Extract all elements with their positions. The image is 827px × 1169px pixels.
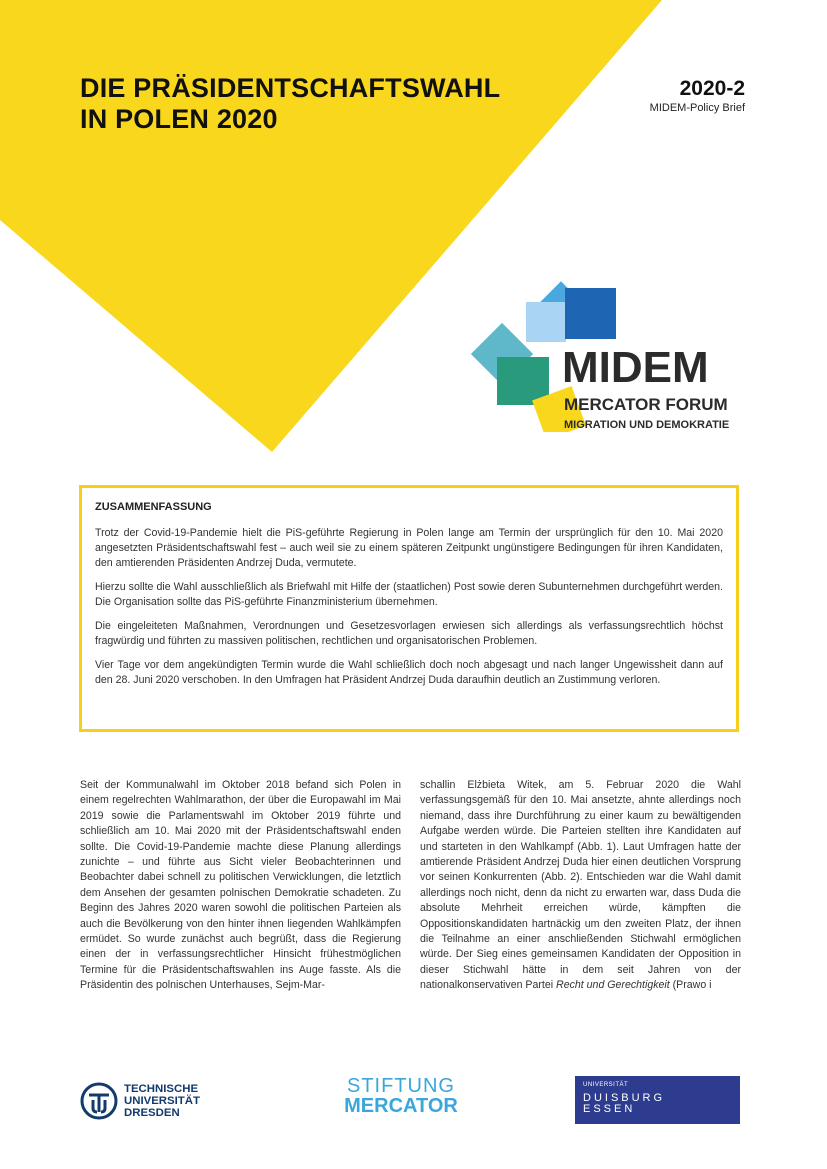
stiftung-mercator-logo — [326, 1076, 476, 1126]
tud-line-2: UNIVERSITÄT — [124, 1095, 200, 1107]
ude-line-1: DUISBURG — [583, 1092, 666, 1104]
title-line-2: IN POLEN 2020 — [80, 104, 278, 134]
midem-logo-mark — [470, 262, 760, 432]
summary-paragraph: Die eingeleiteten Maßnahmen, Verordnungen und Gesetzesvorlagen erwiesen sich allerdings als verfassungsrechtlich höchst fragwürdig und führten zu massiven politischen, rechtlichen und organisatorischen Problemen. — [95, 620, 723, 647]
logo-line-2: MIGRATION UND DEMOKRATIE — [564, 419, 730, 431]
body-text-left: Seit der Kommunalwahl im Oktober 2018 befand sich Polen in einem regelrechten Wahlmarathon, der über die Europawahl im Mai 2019 sowie die Parlamentswahl im Oktober 2019 führte und schließlich am 10. Mai 2020 mit der Präsidentschaftswahl enden sollte. Die Covid-19-Pandemie machte diese Planung allerdings zunichte – und führte aus Sicht vieler Beobachterinnen und Beobachter dabei schnell zu politischen Verwicklungen, die letztlich dem Ansehen der gesamten polnischen Demokratie schadeten. Zu Beginn des Jahres 2020 waren sowohl die politischen Parteien als auch die Bevölkerung von den hinter ihnen liegenden Wahlkämpfen ermüdet. So wurde zunächst auch begrüßt, dass die Regierung einen der in verfassungsrechtlicher Hinsicht frühestmöglichen Termine für die Präsidentschaftswahlen ins Auge fasste. Als die Präsidentin des polnischen Unterhauses, Sejm-Mar- — [80, 779, 401, 992]
summary-paragraph: Hierzu sollte die Wahl ausschließlich als Briefwahl mit Hilfe der (staatlichen) Post sowie deren Subunternehmen durchgeführt werden. Die Organisation sollte das PiS-geführte Finanzministerium übernehmen. — [95, 581, 723, 608]
midem-logo-text: MIDEM — [562, 343, 709, 392]
stiftung-line-2: MERCATOR — [344, 1095, 458, 1117]
summary-paragraph: Trotz der Covid-19-Pandemie hielt die PiS-geführte Regierung in Polen lange am Termin der ursprünglich für den 10. Mai 2020 angesetzten Präsidentschaftswahl fest – auch weil sie zu einem späteren Zeitpunkt ungünstigere Bedingungen für ihren Kandidaten, den amtierenden Präsidenten Andrzej Duda, vermutete. — [95, 527, 723, 569]
stiftung-line-1: STIFTUNG — [347, 1075, 455, 1097]
ude-small-label: UNIVERSITÄT — [583, 1082, 629, 1088]
issue-info — [650, 78, 745, 114]
body-text-right-tail: (Prawo i — [672, 979, 712, 992]
tud-line-3: DRESDEN — [124, 1107, 180, 1119]
body-text-right: schallin Elżbieta Witek, am 5. Februar 2020 die Wahl verfassungsgemäß für den 10. Mai ansetzte, ahnte allerdings noch niemand, dass ihre Durchführung zu einer kaum zu bewältigenden Aufgabe werden würde. Die Parteien stellten ihre Kandidaten auf und starteten in den Wahlkampf (Abb. 1). Laut Umfragen hatte der amtierende Präsident Andrzej Duda hier einen deutlichen Vorsprung vor seinen Konkurrenten (Abb. 2). Entschieden war die Wahl damit allerdings noch nicht, denn da nicht zu erwarten war, dass Duda die absolute Mehrheit erreichen würde, kämpften die Oppositionskandidaten hartnäckig um den zweiten Platz, der ihnen die Teilnahme an einer anschließenden Stichwahl ermöglichen würde. Der Sieg eines gemeinsamen Kandidaten der Opposition in dieser Stichwahl hätte in dem seit Jahren von der nationalkonservativen Partei — [420, 779, 741, 992]
ude-line-2: ESSEN — [583, 1103, 636, 1115]
logo-line-1: MERCATOR FORUM — [564, 395, 728, 414]
issue-number: 2020-2 — [679, 77, 745, 100]
midem-logo — [470, 262, 760, 432]
tu-dresden-logo — [80, 1076, 250, 1126]
body-column-right — [420, 778, 741, 994]
summary-paragraph: Vier Tage vor dem angekündigten Termin wurde die Wahl schließlich doch noch abgesagt und nach langer Ungewissheit dann auf den 28. Juni 2020 verschoben. In den Umfragen hat Präsident Andrzej Duda daraufhin deutlich an Zustimmung verloren. — [95, 659, 723, 686]
series-name: MIDEM-Policy Brief — [649, 102, 745, 114]
summary-heading: ZUSAMMENFASSUNG — [95, 501, 212, 513]
summary-box — [79, 485, 739, 732]
party-name: Recht und Gerechtigkeit — [556, 979, 670, 992]
uni-duisburg-essen-logo — [575, 1076, 740, 1124]
title-line-1: DIE PRÄSIDENTSCHAFTSWAHL — [80, 73, 501, 103]
page-title — [80, 73, 600, 135]
tud-line-1: TECHNISCHE — [124, 1083, 199, 1095]
tu-dresden-emblem-icon — [80, 1082, 118, 1120]
body-column-left — [80, 778, 401, 994]
